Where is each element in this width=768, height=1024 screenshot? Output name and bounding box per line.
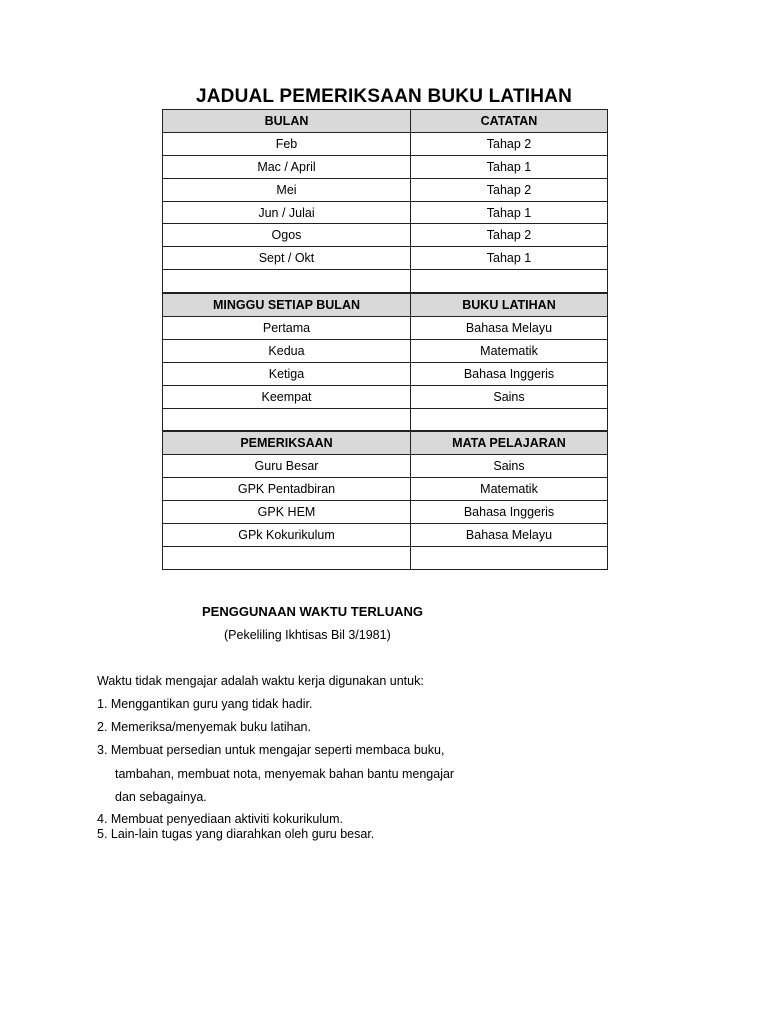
list-item: 3. Membuat persedian untuk mengajar seperti membaca buku,	[97, 743, 445, 757]
table-cell: Matematik	[411, 478, 608, 501]
table-cell	[411, 408, 608, 431]
table-cell: Sains	[411, 455, 608, 478]
header-cell: BUKU LATIHAN	[411, 293, 608, 316]
table-cell: Bahasa Inggeris	[411, 362, 608, 385]
table-cell: Tahap 1	[411, 247, 608, 270]
table-header-row	[163, 431, 608, 454]
table-row-empty	[163, 408, 608, 431]
table-cell: Mei	[163, 178, 411, 201]
page-title: JADUAL PEMERIKSAAN BUKU LATIHAN	[195, 86, 572, 107]
table-row	[163, 524, 608, 547]
table-cell: Ketiga	[163, 362, 411, 385]
table-cell	[411, 546, 608, 569]
table-row	[163, 339, 608, 362]
table-cell: Bahasa Inggeris	[411, 501, 608, 524]
table-cell: Guru Besar	[163, 455, 411, 478]
table-row	[163, 455, 608, 478]
table-row	[163, 224, 608, 247]
intro-text: Waktu tidak mengajar adalah waktu kerja digunakan untuk:	[97, 674, 424, 688]
table-cell: GPk Kokurikulum	[163, 524, 411, 547]
table-cell: Bahasa Melayu	[411, 317, 608, 340]
table-cell: Bahasa Melayu	[411, 524, 608, 547]
list-item: 2. Memeriksa/menyemak buku latihan.	[97, 720, 311, 734]
table-cell	[163, 408, 411, 431]
list-item-continuation: tambahan, membuat nota, menyemak bahan bantu mengajar	[115, 767, 455, 781]
table-cell: GPK Pentadbiran	[163, 478, 411, 501]
header-cell: CATATAN	[411, 110, 608, 133]
table-row	[163, 501, 608, 524]
table-cell: Tahap 2	[411, 224, 608, 247]
header-cell: MATA PELAJARAN	[411, 431, 608, 454]
table-cell	[163, 270, 411, 293]
table-cell	[163, 546, 411, 569]
table-row-empty	[163, 546, 608, 569]
table-cell: Sept / Okt	[163, 247, 411, 270]
table-cell: Ogos	[163, 224, 411, 247]
table-row	[163, 201, 608, 224]
table-row	[163, 155, 608, 178]
table-header-row	[163, 110, 608, 133]
table-cell: Jun / Julai	[163, 201, 411, 224]
table-cell: Sains	[411, 385, 608, 408]
table-cell: Tahap 2	[411, 132, 608, 155]
table-row	[163, 385, 608, 408]
table-header-row	[163, 293, 608, 316]
header-cell: BULAN	[163, 110, 411, 133]
table-cell: Tahap 2	[411, 178, 608, 201]
list-item: 5. Lain-lain tugas yang diarahkan oleh guru besar.	[97, 827, 375, 841]
table-row	[163, 362, 608, 385]
list-item-continuation: dan sebagainya.	[115, 790, 207, 804]
table-cell	[411, 270, 608, 293]
header-cell: PEMERIKSAAN	[163, 431, 411, 454]
table-cell: Tahap 1	[411, 201, 608, 224]
header-cell: MINGGU SETIAP BULAN	[163, 293, 411, 316]
table-cell: GPK HEM	[163, 501, 411, 524]
table-row	[163, 178, 608, 201]
list-item: 1. Menggantikan guru yang tidak hadir.	[97, 697, 313, 711]
inspection-schedule-table	[162, 109, 608, 570]
table-cell: Kedua	[163, 339, 411, 362]
table-cell: Feb	[163, 132, 411, 155]
section-title: PENGGUNAAN WAKTU TERLUANG	[202, 604, 423, 619]
table-row	[163, 478, 608, 501]
section-subtitle: (Pekeliling Ikhtisas Bil 3/1981)	[224, 628, 391, 642]
table-row	[163, 317, 608, 340]
list-item: 4. Membuat penyediaan aktiviti kokurikulum.	[97, 812, 343, 826]
table-cell: Tahap 1	[411, 155, 608, 178]
table-row	[163, 132, 608, 155]
table-cell: Keempat	[163, 385, 411, 408]
table-row-empty	[163, 270, 608, 293]
table-cell: Pertama	[163, 317, 411, 340]
table-cell: Matematik	[411, 339, 608, 362]
table-row	[163, 247, 608, 270]
table-cell: Mac / April	[163, 155, 411, 178]
